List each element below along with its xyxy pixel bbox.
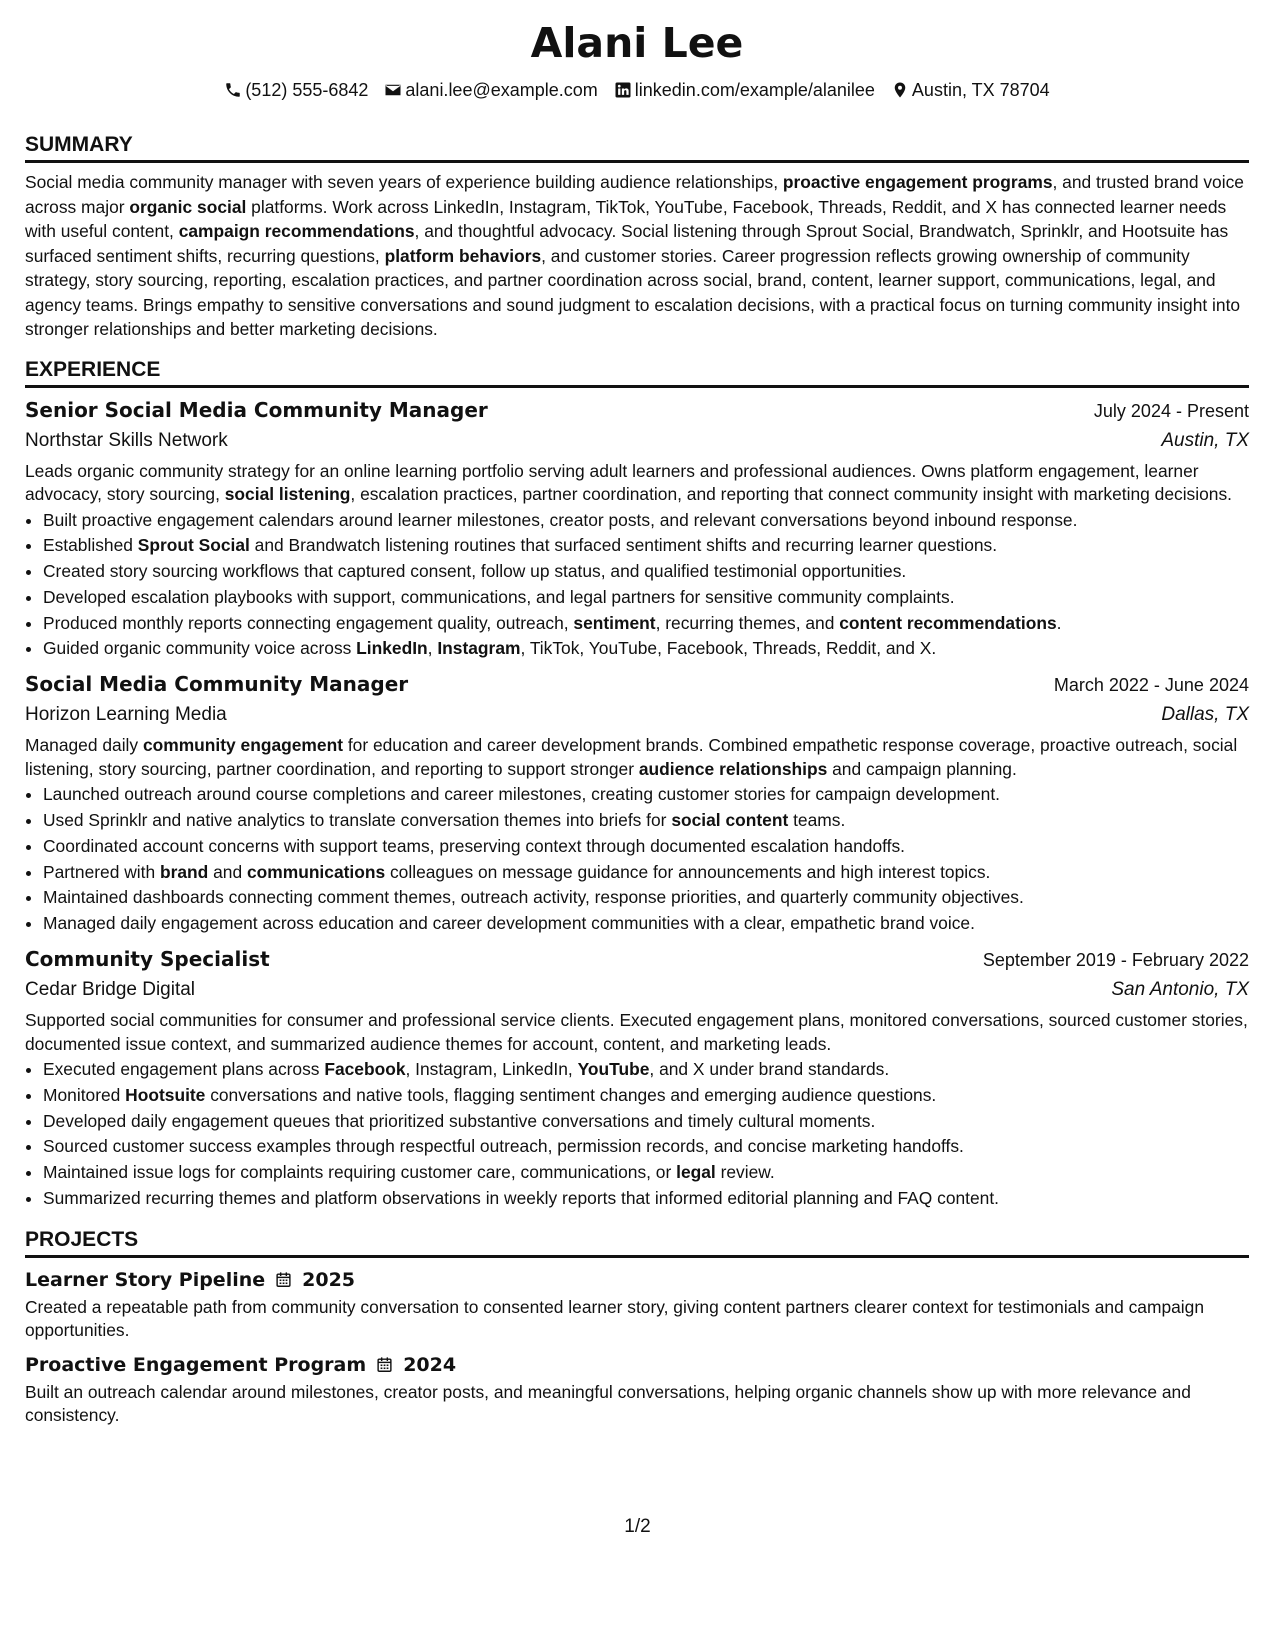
bullet-item — [43, 1186, 1249, 1212]
bullet-item — [43, 1160, 1249, 1186]
bullet-item — [43, 911, 1249, 937]
text-run: , TikTok, YouTube, Facebook, Threads, Reddit, and X. — [520, 638, 937, 659]
section-title-summary: SUMMARY — [25, 132, 1249, 163]
text-run: Social media community manager with seven years of experience building audience relationships, — [25, 172, 783, 192]
calendar-icon — [376, 1356, 393, 1373]
text-run: . — [1056, 612, 1062, 633]
text-run: Used Sprinklr and native analytics to translate conversation themes into briefs for — [43, 810, 672, 831]
text-run: Established — [43, 535, 138, 556]
text-run: , and customer stories. Career progression reflects growing ownership of community strategy, story sourcing, reporting, escalation practices, and partner coordination across social, brand, content, learner support, communications, legal, and agency teams. Brings empathy to sensitive conversations and sound judgment to escalation decisions, with a practical focus on turning community insight into stronger relationships and better marketing decisions. — [25, 245, 1241, 339]
linkedin-icon — [614, 81, 632, 99]
text-run: Guided organic community voice across — [43, 638, 357, 659]
bullet-item — [43, 559, 1249, 585]
text-run: and — [208, 861, 247, 882]
text-run: Maintained dashboards connecting comment themes, outreach activity, response priorities, and quarterly community objectives. — [43, 887, 1024, 908]
bold-text: Facebook — [324, 1059, 406, 1080]
bullet-item — [43, 885, 1249, 911]
phone-icon — [224, 81, 242, 99]
section-title-experience: EXPERIENCE — [25, 357, 1249, 388]
text-run: platforms. Work across LinkedIn, Instagram, TikTok, YouTube, Facebook, Threads, Reddit, and X has connected learner needs with useful content, — [25, 196, 1227, 241]
text-run: Coordinated account concerns with support teams, preserving context through documented escalation handoffs. — [43, 835, 905, 856]
job-title: Social Media Community Manager — [25, 672, 409, 697]
project-description: Created a repeatable path from community conversation to consented learner story, giving content partners clearer context for testimonials and campaign opportunities. — [25, 1296, 1204, 1341]
contact-phone — [224, 78, 368, 102]
summary-section — [25, 132, 1249, 342]
experience-section — [25, 357, 1249, 1212]
bold-text: legal — [676, 1162, 716, 1183]
bullet-item — [43, 533, 1249, 559]
job-description — [25, 1009, 1249, 1056]
text-run: , and X under brand standards. — [649, 1059, 890, 1080]
job-bullets — [25, 508, 1249, 663]
text-run: Built proactive engagement calendars around learner milestones, creator posts, and relevant conversations beyond inbound response. — [43, 509, 1078, 530]
project-year: 2025 — [302, 1268, 356, 1291]
contact-location — [891, 78, 1050, 102]
job-title: Senior Social Media Community Manager — [25, 397, 488, 422]
contact-linkedin[interactable] — [614, 78, 875, 102]
job-title: Community Specialist — [25, 947, 270, 972]
job-location: Dallas, TX — [1161, 704, 1249, 726]
text-run: , recurring themes, and — [655, 612, 840, 633]
text-run: Developed escalation playbooks with support, communications, and legal partners for sensitive community complaints. — [43, 586, 955, 607]
text-run: Launched outreach around course completions and career milestones, creating customer stories for campaign development. — [43, 784, 1001, 805]
contact-phone-text: (512) 555-6842 — [245, 80, 369, 100]
text-run: , and thoughtful advocacy. Social listening through Sprout Social, Brandwatch, Sprinklr, and Hootsuite has surfaced sentiment shifts, recurring questions, — [25, 221, 1229, 266]
job-entry — [25, 944, 1249, 1212]
resume-page — [25, 18, 1249, 1428]
job-company: Horizon Learning Media — [25, 704, 227, 726]
project-year: 2024 — [403, 1353, 457, 1376]
text-run: Produced monthly reports connecting engagement quality, outreach, — [43, 612, 574, 633]
text-run: , and trusted brand voice across major — [25, 172, 1244, 217]
bullet-item — [43, 1109, 1249, 1135]
bold-text: brand — [159, 861, 209, 882]
bullet-item — [43, 782, 1249, 808]
bold-text: communications — [246, 861, 386, 882]
section-title-projects: PROJECTS — [25, 1227, 1249, 1258]
bullet-item — [43, 808, 1249, 834]
text-run: teams. — [788, 810, 846, 831]
text-run: Managed daily — [25, 735, 143, 756]
text-run: Summarized recurring themes and platform observations in weekly reports that informed editorial planning and FAQ content. — [43, 1188, 1000, 1209]
bold-text: proactive engagement programs — [782, 172, 1053, 192]
text-run: Executed engagement plans across — [43, 1059, 325, 1080]
text-run: Leads organic community strategy for an online learning portfolio serving adult learners and professional audiences. Owns platform engagement, learner advocacy, story sourcing, — [25, 460, 1199, 504]
bold-text: audience relationships — [638, 758, 828, 779]
text-run: review. — [715, 1162, 775, 1183]
text-run: and campaign planning. — [827, 758, 1017, 779]
bullet-item — [43, 1134, 1249, 1160]
job-company: Cedar Bridge Digital — [25, 979, 196, 1001]
contact-bar — [25, 78, 1249, 102]
bullet-item — [43, 636, 1249, 662]
text-run: Created story sourcing workflows that captured consent, follow up status, and qualified testimonial opportunities. — [43, 561, 907, 582]
text-run: , Instagram, LinkedIn, — [405, 1059, 578, 1080]
job-location: Austin, TX — [1161, 429, 1249, 451]
text-run: Developed daily engagement queues that prioritized substantive conversations and timely cultural moments. — [43, 1110, 876, 1131]
project-name: Learner Story Pipeline — [25, 1268, 266, 1291]
bold-text: sentiment — [573, 612, 656, 633]
bullet-item — [43, 834, 1249, 860]
bold-text: community engagement — [142, 735, 343, 756]
job-company: Northstar Skills Network — [25, 429, 228, 451]
contact-email-text[interactable]: alani.lee@example.com — [405, 80, 598, 100]
bullet-item — [43, 1083, 1249, 1109]
contact-location-text: Austin, TX 78704 — [911, 80, 1050, 100]
contact-linkedin-text[interactable]: linkedin.com/example/alanilee — [634, 80, 875, 100]
job-dates: July 2024 - Present — [1093, 400, 1249, 421]
envelope-icon — [384, 81, 402, 99]
contact-email[interactable] — [384, 78, 597, 102]
map-pin-icon — [891, 81, 909, 99]
text-run: for education and career development brands. Combined empathetic response coverage, proactive outreach, social listening, story sourcing, partner coordination, and reporting to support stronger — [25, 735, 1238, 779]
bullet-item — [43, 611, 1249, 637]
bold-text: Instagram — [437, 638, 521, 659]
job-entry — [25, 669, 1249, 937]
text-run: Supported social communities for consumer and professional service clients. Executed engagement plans, monitored conversations, sourced customer stories, documented issue context, and summarized audience themes for account, content, and marketing leads. — [25, 1010, 1248, 1054]
bold-text: YouTube — [577, 1059, 650, 1080]
text-run: , escalation practices, partner coordination, and reporting that connect community insight with marketing decisions. — [350, 484, 1232, 504]
text-run: Sourced customer success examples through respectful outreach, permission records, and concise marketing handoffs. — [43, 1136, 964, 1157]
bold-text: social content — [671, 810, 789, 831]
project-description: Built an outreach calendar around milestones, creator posts, and meaningful conversations, helping organic channels show up with more relevance and consistency. — [25, 1381, 1191, 1426]
job-description — [25, 734, 1249, 781]
text-run: Managed daily engagement across education and career development communities with a clear, empathetic brand voice. — [43, 913, 975, 934]
bold-text: campaign recommendations — [178, 221, 415, 241]
bullet-item — [43, 585, 1249, 611]
bullet-item — [43, 508, 1249, 534]
job-bullets — [25, 1057, 1249, 1212]
text-run: conversations and native tools, flagging sentiment changes and emerging audience questions. — [205, 1084, 937, 1105]
bold-text: social listening — [224, 484, 351, 504]
bullet-item — [43, 1057, 1249, 1083]
text-run: , — [427, 638, 438, 659]
text-run: colleagues on message guidance for announcements and high interest topics. — [385, 861, 991, 882]
bold-text: content recommendations — [839, 612, 1057, 633]
job-location: San Antonio, TX — [1111, 979, 1249, 1001]
bullet-item — [43, 860, 1249, 886]
calendar-icon — [275, 1271, 292, 1288]
projects-section — [25, 1227, 1249, 1428]
project-name: Proactive Engagement Program — [25, 1353, 367, 1376]
text-run: Partnered with — [43, 861, 160, 882]
bold-text: Sprout Social — [137, 535, 250, 556]
text-run: and Brandwatch listening routines that surfaced sentiment shifts and recurring learner questions. — [249, 535, 998, 556]
job-dates: March 2022 - June 2024 — [1053, 675, 1249, 696]
page-number: 1/2 — [624, 1516, 651, 1537]
text-run: Monitored — [43, 1084, 126, 1105]
bold-text: LinkedIn — [356, 638, 428, 659]
bold-text: organic social — [129, 196, 247, 217]
project-entry — [25, 1351, 1249, 1428]
project-entry — [25, 1266, 1249, 1343]
job-entry — [25, 395, 1249, 663]
summary-text — [25, 170, 1249, 342]
candidate-name: Alani Lee — [530, 19, 744, 67]
job-description — [25, 460, 1249, 507]
job-bullets — [25, 782, 1249, 937]
bold-text: Hootsuite — [125, 1084, 206, 1105]
job-dates: September 2019 - February 2022 — [982, 950, 1249, 971]
text-run: Maintained issue logs for complaints requiring customer care, communications, or — [43, 1162, 677, 1183]
bold-text: platform behaviors — [384, 245, 542, 266]
